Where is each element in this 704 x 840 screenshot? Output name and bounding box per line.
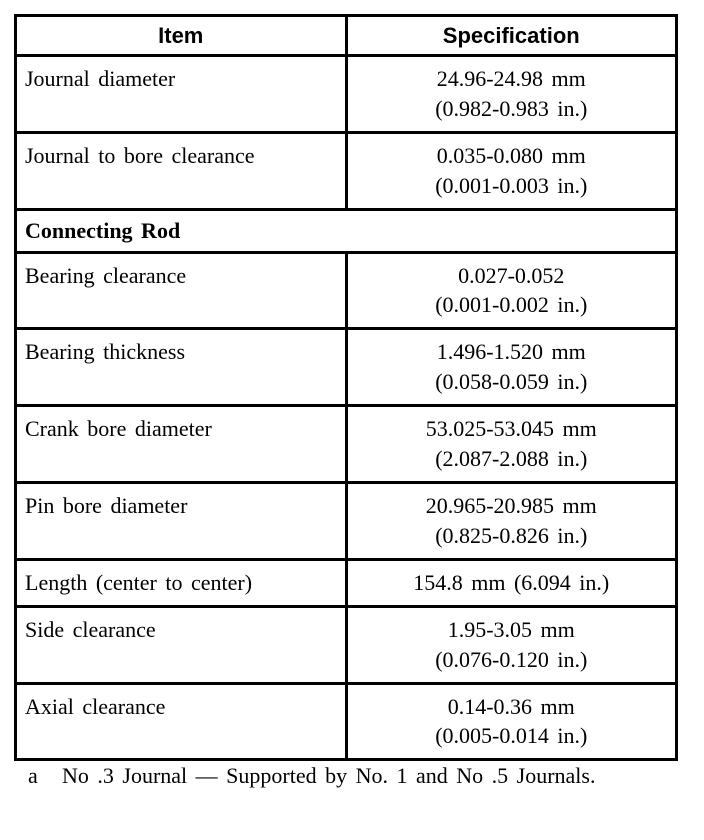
spec-line: 1.496-1.520 mm bbox=[436, 339, 586, 365]
spec-line: 1.95-3.05 mm bbox=[447, 616, 575, 642]
spec-cell bbox=[346, 406, 677, 483]
table-row-journal-to-bore-clearance bbox=[16, 132, 677, 209]
table-row-journal-diameter bbox=[16, 56, 677, 133]
spec-cell bbox=[346, 482, 677, 559]
item-cell: Length (center to center) bbox=[16, 559, 347, 606]
spec-line: (0.005-0.014 in.) bbox=[435, 723, 588, 749]
footnote-text: No .3 Journal — Supported by No. 1 and No .5 Journals. bbox=[62, 763, 596, 788]
item-cell: Crank bore diameter bbox=[16, 406, 347, 483]
spec-line: (0.825-0.826 in.) bbox=[435, 522, 588, 548]
spec-cell bbox=[346, 56, 677, 133]
table-row-bearing-thickness bbox=[16, 329, 677, 406]
spec-cell bbox=[346, 683, 677, 760]
table-row-bearing-clearance bbox=[16, 252, 677, 329]
item-cell: Journal to bore clearance bbox=[16, 132, 347, 209]
table-header-row bbox=[16, 16, 677, 56]
spec-cell bbox=[346, 329, 677, 406]
item-cell: Pin bore diameter bbox=[16, 482, 347, 559]
spec-line: 0.14-0.36 mm bbox=[447, 693, 575, 719]
item-cell: Side clearance bbox=[16, 606, 347, 683]
footnote-marker: a bbox=[28, 763, 38, 788]
section-header-row bbox=[16, 209, 677, 252]
footnote bbox=[28, 762, 662, 790]
column-header-specification: Specification bbox=[346, 16, 677, 56]
spec-line: 0.035-0.080 mm bbox=[436, 142, 586, 168]
table-row-pin-bore-diameter bbox=[16, 482, 677, 559]
section-header-cell: Connecting Rod bbox=[16, 209, 677, 252]
spec-line: (0.058-0.059 in.) bbox=[435, 369, 588, 395]
spec-cell bbox=[346, 132, 677, 209]
spec-cell bbox=[346, 252, 677, 329]
item-cell: Axial clearance bbox=[16, 683, 347, 760]
spec-line: 0.027-0.052 bbox=[458, 262, 565, 288]
spec-cell bbox=[346, 606, 677, 683]
table-row-side-clearance bbox=[16, 606, 677, 683]
spec-line: (0.982-0.983 in.) bbox=[435, 95, 588, 121]
item-cell: Bearing clearance bbox=[16, 252, 347, 329]
item-cell: Journal diameter bbox=[16, 56, 347, 133]
spec-line: (0.001-0.003 in.) bbox=[435, 172, 588, 198]
item-cell: Bearing thickness bbox=[16, 329, 347, 406]
spec-line: 53.025-53.045 mm bbox=[425, 416, 597, 442]
column-header-item: Item bbox=[16, 16, 347, 56]
spec-line: 154.8 mm (6.094 in.) bbox=[413, 569, 610, 595]
table-row-crank-bore-diameter bbox=[16, 406, 677, 483]
table-row-length-center-to-center bbox=[16, 559, 677, 606]
spec-line: (0.001-0.002 in.) bbox=[435, 292, 588, 318]
spec-line: 20.965-20.985 mm bbox=[425, 492, 597, 518]
specification-table bbox=[14, 14, 678, 761]
spec-cell bbox=[346, 559, 677, 606]
spec-line: (2.087-2.088 in.) bbox=[435, 446, 588, 472]
table-row-axial-clearance bbox=[16, 683, 677, 760]
spec-line: 24.96-24.98 mm bbox=[436, 66, 586, 91]
spec-line: (0.076-0.120 in.) bbox=[435, 646, 588, 672]
